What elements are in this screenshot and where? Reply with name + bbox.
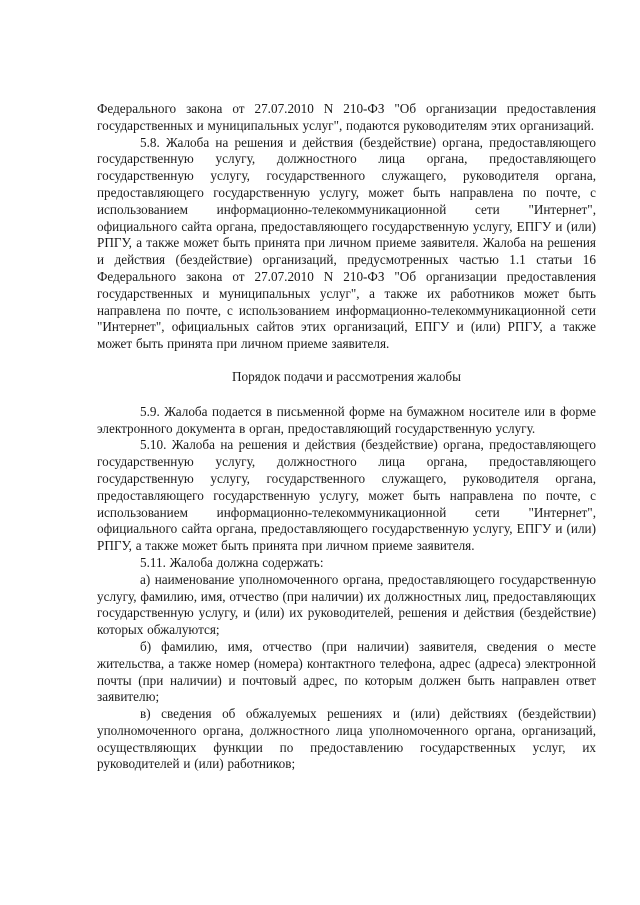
paragraph-5-8: 5.8. Жалоба на решения и действия (бездействие) органа, предоставляющего государственную услугу, должностного лица органа, предоставляющего государственную услугу, государственного служащего, руководителя органа, предоставляющего государственную услугу, может быть направлена по почте, с использованием информационно-телекоммуникационной сети "Интернет", официального сайта органа, предоставляющего государственную услугу, ЕПГУ и (или) РПГУ, а также может быть принята при личном приеме заявителя. Жалоба на решения и действия (бездействие) организаций, предусмотренных частью 1.1 статьи 16 Федерального закона от 27.07.2010 N 210-ФЗ "Об организации предоставления государственных и муниципальных услуг", а также их работников может быть направлена по почте, с использованием информационно-телекоммуникационной сети "Интернет", официальных сайтов этих организаций, ЕПГУ и (или) РПГУ, а также может быть принята при личном приеме заявителя. [97,134,596,352]
paragraph-5-11: 5.11. Жалоба должна содержать: [140,554,324,570]
paragraph-5-10: 5.10. Жалоба на решения и действия (бездействие) органа, предоставляющего государственную услугу, должностного лица органа, предоставляющего государственную услугу, государственного служащего, руководителя органа, предоставляющего государственную услугу, может быть направлена по почте, с использованием информационно-телекоммуникационной сети "Интернет", официального сайта органа, предоставляющего государственную услугу, ЕПГУ и (или) РПГУ, а также может быть принята при личном приеме заявителя. [97,437,596,554]
list-item-b: б) фамилию, имя, отчество (при наличии) заявителя, сведения о месте жительства, а также номер (номера) контактного телефона, адрес (адреса) электронной почты (при наличии) и почтовый адрес, по которым должен быть направлен ответ заявителю; [97,638,596,705]
paragraph-intro: Федерального закона от 27.07.2010 N 210-ФЗ "Об организации предоставления государственных и муниципальных услуг", подаются руководителям этих организаций. [97,101,596,133]
list-item-a: а) наименование уполномоченного органа, предоставляющего государственную услугу, фамилию, имя, отчество (при наличии) их должностных лиц, предоставляющих государственную услугу, и (или) их руководителей, решения и действия (бездействие) которых обжалуются; [97,571,596,638]
list-item-v: в) сведения об обжалуемых решениях и (или) действиях (бездействии) уполномоченного органа, должностного лица уполномоченного органа, организаций, осуществляющих функции по предоставлению государственных услуг, их руководителей и (или) работников; [97,706,596,772]
section-heading: Порядок подачи и рассмотрения жалобы [231,368,462,384]
paragraph-5-9: 5.9. Жалоба подается в письменной форме на бумажном носителе или в форме электронного документа в орган, предоставляющий государственную услугу. [97,403,596,436]
